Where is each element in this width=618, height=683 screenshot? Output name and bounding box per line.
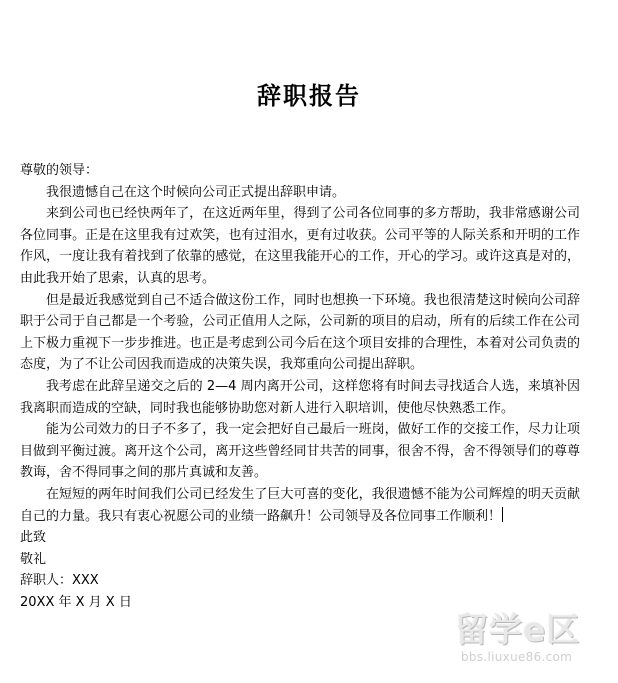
closing-line-2: 敬礼 <box>20 551 47 567</box>
paragraph-3: 但是最近我感觉到自己不适合做这份工作，同时也想换一下环境。我也很清楚这时候向公司辞职于公司于自己都是一个考验，公司正值用人之际，公司新的项目的启动，所有的后续工作在公司上下极力重视下一步步推进。也正是考虑到公司今后在这个项目安排的合理性，本着对公司负责的态度，为了不让公司因我而造成的决策失误，我郑重向公司提出辞职。 <box>20 292 580 373</box>
document-title: 辞职报告 <box>257 81 361 110</box>
paragraph-6-text: 在短短的两年时间我们公司已经发生了巨大可喜的变化，我很遗憾不能为公司辉煌的明天贡献自己的力量。我只有衷心祝愿公司的业绩一路飙升！公司领导及各位同事工作顺利！ <box>20 486 580 524</box>
signature: 辞职人：XXX <box>20 573 99 589</box>
document-body <box>20 160 580 613</box>
text-cursor <box>502 507 503 522</box>
salutation: 尊敬的领导： <box>20 163 99 178</box>
paragraph-4: 我考虑在此辞呈递交之后的 2—4 周内离开公司，这样您将有时间去寻找适合人选，来填补因我离职而造成的空缺，同时我也能够协助您对新人进行入职培训，使他尽快熟悉工作。 <box>20 378 580 416</box>
paragraph-1: 我很遗憾自己在这个时候向公司正式提出辞职申请。 <box>46 184 346 200</box>
watermark-logo <box>455 604 615 679</box>
closing-line-1: 此致 <box>20 530 47 546</box>
watermark-brand: 留学e区 <box>455 610 581 649</box>
paragraph-5: 能为公司效力的日子不多了，我一定会把好自己最后一班岗，做好工作的交接工作，尽力让项目做到平衡过渡。离开这个公司，离开这些曾经同甘共苦的同事，很舍不得，舍不得领导们的尊尊教诲，舍不得同事之间的那片真诚和友善。 <box>20 422 580 481</box>
paragraph-2: 来到公司也已经快两年了，在这近两年里，得到了公司各位同事的多方帮助，我非常感谢公司各位同事。正是在这里我有过欢笑，也有过泪水，更有过收获。公司平等的人际关系和开明的工作作风，一度让我有着找到了依靠的感觉，在这里我能开心的工作，开心的学习。或许这真是对的，由此我开始了思索，认真的思考。 <box>20 206 580 286</box>
paragraph-6[interactable] <box>20 484 580 527</box>
watermark-url: bbs.liuxue86.com <box>461 650 573 664</box>
date: 20XX 年 X 月 X 日 <box>20 594 132 610</box>
